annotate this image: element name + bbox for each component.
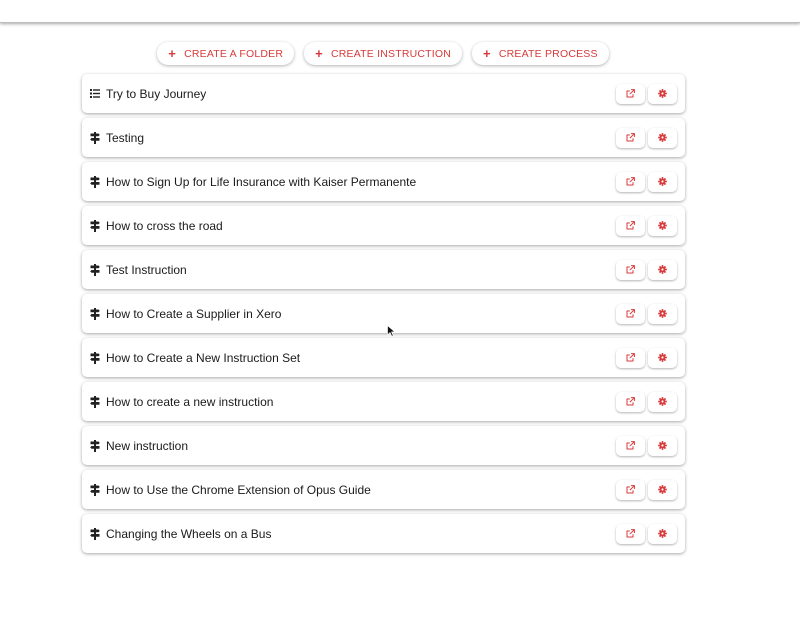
external-link-icon: [626, 353, 635, 362]
list-item-label: New instruction: [106, 438, 189, 453]
settings-button[interactable]: [648, 348, 677, 368]
list-item-label: Try to Buy Journey: [106, 86, 207, 101]
settings-button[interactable]: [648, 480, 677, 500]
list-item[interactable]: [82, 514, 685, 553]
gear-icon: [658, 221, 667, 230]
open-external-button[interactable]: [616, 436, 645, 456]
gear-icon: [658, 177, 667, 186]
open-external-button[interactable]: [616, 524, 645, 544]
list-item[interactable]: [82, 294, 685, 333]
open-external-button[interactable]: [616, 348, 645, 368]
create-process-label: CREATE PROCESS: [498, 47, 598, 60]
settings-button[interactable]: [648, 392, 677, 412]
top-bar: [0, 0, 800, 23]
list-item-label: How to Sign Up for Life Insurance with Kaiser Permanente: [106, 174, 417, 189]
list-item[interactable]: [82, 206, 685, 245]
list-item[interactable]: [82, 470, 685, 509]
plus-icon: +: [315, 46, 323, 61]
external-link-icon: [626, 89, 635, 98]
settings-button[interactable]: [648, 128, 677, 148]
gear-icon: [658, 529, 667, 538]
list-item-label: How to create a new instruction: [106, 394, 274, 409]
create-instruction-label: CREATE INSTRUCTION: [330, 47, 452, 60]
signpost-icon: [90, 220, 100, 232]
list-item[interactable]: [82, 382, 685, 421]
plus-icon: +: [168, 46, 177, 61]
open-external-button[interactable]: [616, 216, 645, 236]
list-item-label: How to Create a Supplier in Xero: [106, 306, 282, 321]
mouse-cursor-icon: [387, 325, 397, 337]
list-item[interactable]: [82, 426, 685, 465]
gear-icon: [658, 485, 667, 494]
list-item-label: How to Create a New Instruction Set: [106, 350, 301, 365]
external-link-icon: [626, 485, 635, 494]
list-item[interactable]: [82, 338, 685, 377]
signpost-icon: [90, 440, 100, 452]
external-link-icon: [626, 397, 635, 406]
settings-button[interactable]: [648, 524, 677, 544]
gear-icon: [658, 353, 667, 362]
settings-button[interactable]: [648, 216, 677, 236]
signpost-icon: [90, 308, 100, 320]
open-external-button[interactable]: [616, 172, 645, 192]
action-toolbar: [0, 42, 766, 65]
settings-button[interactable]: [648, 84, 677, 104]
create-folder-button[interactable]: [157, 42, 294, 65]
settings-button[interactable]: [648, 436, 677, 456]
settings-button[interactable]: [648, 304, 677, 324]
list-icon: [90, 88, 100, 100]
gear-icon: [658, 265, 667, 274]
list-item[interactable]: [82, 74, 685, 113]
plus-icon: +: [483, 46, 491, 61]
signpost-icon: [90, 396, 100, 408]
list-item[interactable]: [82, 250, 685, 289]
external-link-icon: [626, 133, 635, 142]
gear-icon: [658, 133, 667, 142]
list-item[interactable]: [82, 118, 685, 157]
list-item-label: Changing the Wheels on a Bus: [106, 526, 272, 541]
list-item-label: Testing: [106, 130, 145, 145]
external-link-icon: [626, 221, 635, 230]
external-link-icon: [626, 265, 635, 274]
signpost-icon: [90, 352, 100, 364]
open-external-button[interactable]: [616, 260, 645, 280]
gear-icon: [658, 441, 667, 450]
list-item-label: How to Use the Chrome Extension of Opus Guide: [106, 482, 371, 497]
signpost-icon: [90, 132, 100, 144]
external-link-icon: [626, 529, 635, 538]
gear-icon: [658, 309, 667, 318]
signpost-icon: [90, 264, 100, 276]
signpost-icon: [90, 176, 100, 188]
gear-icon: [658, 397, 667, 406]
list-item[interactable]: [82, 162, 685, 201]
list-item-label: Test Instruction: [106, 262, 187, 277]
signpost-icon: [90, 528, 100, 540]
item-list: [82, 74, 685, 558]
open-external-button[interactable]: [616, 480, 645, 500]
gear-icon: [658, 89, 667, 98]
list-item-label: How to cross the road: [106, 218, 223, 233]
open-external-button[interactable]: [616, 392, 645, 412]
create-folder-label: CREATE A FOLDER: [184, 47, 284, 60]
create-process-button[interactable]: [472, 42, 609, 65]
settings-button[interactable]: [648, 260, 677, 280]
open-external-button[interactable]: [616, 128, 645, 148]
open-external-button[interactable]: [616, 304, 645, 324]
external-link-icon: [626, 309, 635, 318]
external-link-icon: [626, 177, 635, 186]
external-link-icon: [626, 441, 635, 450]
signpost-icon: [90, 484, 100, 496]
open-external-button[interactable]: [616, 84, 645, 104]
create-instruction-button[interactable]: [304, 42, 462, 65]
settings-button[interactable]: [648, 172, 677, 192]
